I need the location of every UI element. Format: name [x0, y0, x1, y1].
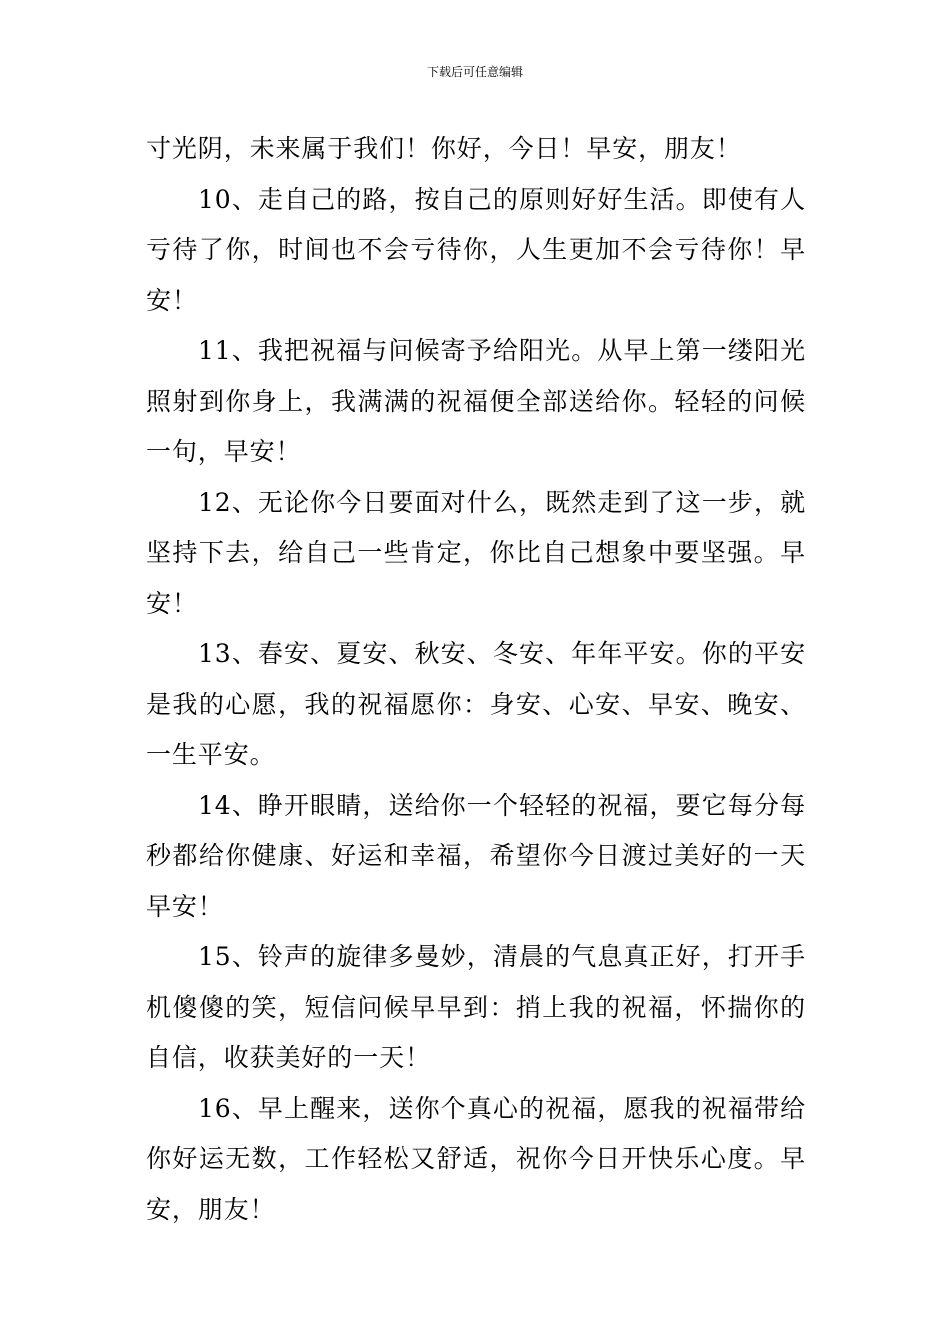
paragraph-15: 15、铃声的旋律多曼妙，清晨的气息真正好，打开手机傻傻的笑，短信问候早早到：捎上我的祝福，怀揣你的自信，收获美好的一天！ — [146, 942, 806, 1072]
paragraph-10: 10、走自己的路，按自己的原则好好生活。即使有人亏待了你，时间也不会亏待你，人生更加不会亏待你！早安！ — [146, 184, 806, 315]
paragraph-16: 16、早上醒来，送你个真心的祝福，愿我的祝福带给你好运无数，工作轻松又舒适，祝你今日开快乐心度。早安，朋友！ — [146, 1093, 806, 1224]
document-body — [146, 124, 806, 1235]
paragraph-11: 11、我把祝福与问候寄予给阳光。从早上第一缕阳光照射到你身上，我满满的祝福便全部送给你。轻轻的问候一句，早安！ — [146, 336, 806, 466]
page-header-note: 下载后可任意编辑 — [426, 65, 523, 79]
paragraph-continuation: 寸光阴，未来属于我们！你好，今日！早安，朋友！ — [146, 134, 742, 163]
paragraph-12: 12、无论你今日要面对什么，既然走到了这一步，就坚持下去，给自己一些肯定，你比自己想象中要坚强。早安！ — [146, 487, 806, 618]
paragraph-14: 14、睁开眼睛，送给你一个轻轻的祝福，要它每分每秒都给你健康、好运和幸福，希望你今日渡过美好的一天早安！ — [146, 790, 806, 921]
paragraph-13: 13、春安、夏安、秋安、冬安、年年平安。你的平安是我的心愿，我的祝福愿你：身安、心安、早安、晚安、一生平安。 — [146, 639, 806, 769]
